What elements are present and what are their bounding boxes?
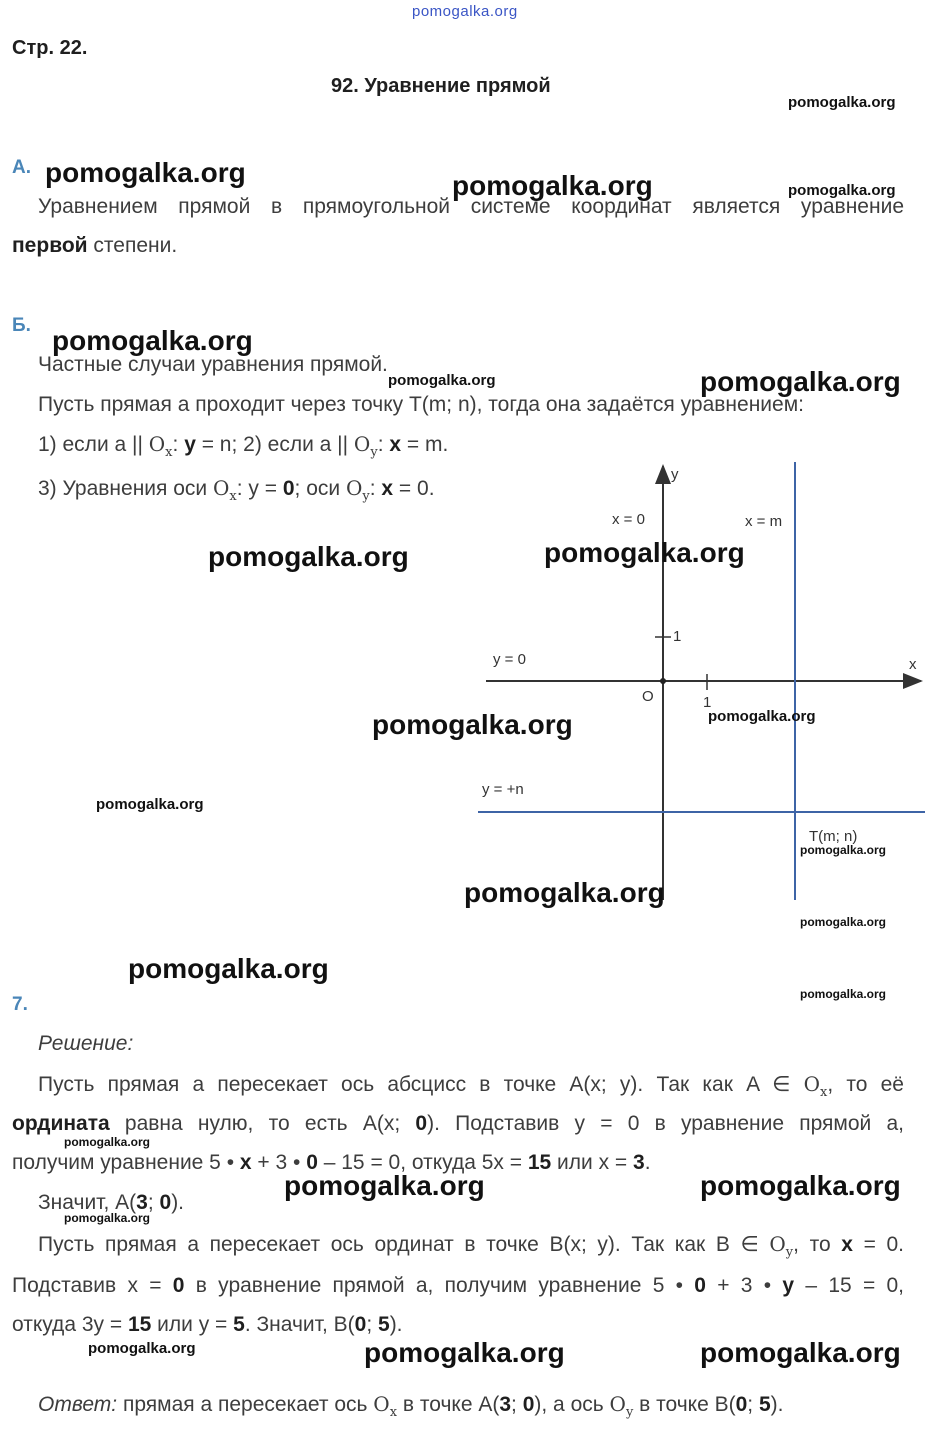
- t: : y =: [236, 477, 283, 500]
- t: , то: [793, 1233, 842, 1256]
- watermark: pomogalka.org: [708, 708, 816, 725]
- t: 15: [127, 1313, 152, 1336]
- text-degree: степени.: [87, 234, 178, 257]
- t: ордината: [12, 1112, 110, 1135]
- x-axis-label: x: [909, 656, 917, 673]
- solution-heading: Решение:: [38, 1032, 134, 1055]
- t: в уравнение прямой a, получим уравнение 5 •: [184, 1274, 695, 1297]
- tick-y-label: 1: [673, 628, 682, 645]
- t: откуда 3y =: [12, 1313, 128, 1336]
- t: O: [212, 476, 230, 500]
- t: O: [609, 1392, 626, 1416]
- watermark: pomogalka.org: [388, 372, 496, 389]
- watermark: pomogalka.org: [700, 1337, 901, 1368]
- t: . Значит, B(: [244, 1313, 355, 1336]
- watermark: pomogalka.org: [284, 1170, 485, 1201]
- t: 5: [233, 1313, 245, 1336]
- tick-x-label: 1: [703, 694, 712, 711]
- t: x: [389, 1405, 398, 1420]
- solution-line2: [12, 1112, 904, 1136]
- t: ; оси: [294, 477, 346, 500]
- page-title: 92. Уравнение прямой: [331, 75, 551, 97]
- t: x: [389, 433, 402, 456]
- bold-first: первой: [12, 234, 88, 257]
- label-x-eq-0: x = 0: [612, 511, 645, 528]
- origin-point: [660, 678, 666, 684]
- label-y-eq-n: y = +n: [482, 781, 524, 798]
- t: x: [229, 489, 237, 504]
- t: O: [769, 1232, 786, 1256]
- t: ;: [747, 1393, 759, 1416]
- answer-line: [38, 1392, 783, 1420]
- page-ref: Стр. 22.: [12, 37, 88, 59]
- t: ).: [389, 1313, 403, 1336]
- t: Пусть прямая a пересекает ось ординат в точке B(x; y). Так как B ∈: [38, 1233, 770, 1256]
- t: 0: [159, 1191, 172, 1214]
- section-b-label: Б.: [12, 315, 31, 336]
- t: = 0.: [852, 1233, 904, 1256]
- t: 0: [282, 477, 295, 500]
- axis-oy: [769, 1232, 794, 1260]
- t: или y =: [151, 1313, 234, 1336]
- t: x: [381, 477, 394, 500]
- answer-heading: Ответ:: [38, 1393, 118, 1416]
- t: Значит, A(: [38, 1191, 137, 1214]
- t: x: [820, 1085, 828, 1100]
- t: :: [369, 477, 382, 500]
- watermark: pomogalka.org: [800, 843, 887, 857]
- t: 1) если a ||: [38, 433, 149, 456]
- t: .: [644, 1151, 651, 1174]
- solution-line6: [12, 1274, 904, 1298]
- t: 5: [758, 1393, 771, 1416]
- section-a-text: Уравнением прямой в прямоугольной системе координат является уравнение: [38, 195, 904, 218]
- watermark: pomogalka.org: [96, 796, 204, 813]
- t: O: [345, 476, 363, 500]
- t: ). Подставив y = 0 в уравнение прямой a,: [427, 1112, 904, 1135]
- watermark: pomogalka.org: [800, 915, 887, 929]
- t: O: [353, 432, 371, 456]
- t: Подставив x =: [12, 1274, 173, 1297]
- t: 0: [522, 1393, 535, 1416]
- t: получим уравнение 5 •: [12, 1151, 240, 1174]
- t: ;: [511, 1393, 523, 1416]
- t: y: [362, 489, 370, 504]
- watermark: pomogalka.org: [788, 94, 896, 111]
- watermark: pomogalka.org: [64, 1211, 151, 1225]
- watermark: pomogalka.org: [64, 1135, 151, 1149]
- watermark: pomogalka.org: [45, 157, 246, 188]
- t: y: [184, 433, 196, 456]
- t: ;: [366, 1313, 378, 1336]
- t: 0: [354, 1313, 367, 1336]
- t: O: [803, 1072, 821, 1096]
- t: y: [785, 1245, 794, 1260]
- t: 0: [735, 1393, 748, 1416]
- t: = 0.: [393, 477, 435, 500]
- t: y: [625, 1405, 634, 1420]
- watermark: pomogalka.org: [700, 366, 901, 397]
- watermark: pomogalka.org: [452, 170, 653, 201]
- t: ).: [171, 1191, 185, 1214]
- t: равна нулю, то есть A(x;: [109, 1112, 416, 1135]
- t: или x =: [551, 1151, 634, 1174]
- t: 0: [694, 1274, 706, 1297]
- t: ).: [770, 1393, 784, 1416]
- t: 3: [633, 1151, 645, 1174]
- t: = n; 2) если a ||: [195, 433, 354, 456]
- t: y: [782, 1274, 795, 1297]
- t: – 15 = 0, откуда 5x =: [317, 1151, 528, 1174]
- label-x-eq-m: x = m: [745, 513, 783, 530]
- watermark: pomogalka.org: [788, 182, 896, 199]
- t: прямая a пересекает ось: [117, 1393, 374, 1416]
- watermark: pomogalka.org: [700, 1170, 901, 1201]
- t: x: [165, 445, 173, 460]
- origin-label: O: [642, 688, 654, 705]
- t: 3) Уравнения оси: [38, 477, 213, 500]
- section-b-line2: Пусть прямая a проходит через точку T(m; n), тогда она задаётся уравнением:: [38, 393, 804, 416]
- t: ;: [147, 1191, 160, 1214]
- t: ), а ось: [534, 1393, 610, 1416]
- t: + 3 •: [705, 1274, 783, 1297]
- section-b-line1: Частные случаи уравнения прямой.: [38, 353, 388, 376]
- watermark: pomogalka.org: [52, 325, 253, 356]
- t: x: [841, 1233, 853, 1256]
- point-label: T(m; n): [809, 828, 858, 845]
- watermark: pomogalka.org: [364, 1337, 565, 1368]
- watermark: pomogalka.org: [128, 953, 329, 984]
- t: 0: [172, 1274, 185, 1297]
- t: y: [370, 445, 378, 460]
- t: в точке B(: [633, 1393, 736, 1416]
- y-axis-label: y: [671, 466, 679, 483]
- t: Пусть прямая a пересекает ось абсцисс в точке A(x; y). Так как A ∈: [38, 1073, 804, 1096]
- label-y-eq-0: y = 0: [493, 651, 526, 668]
- watermark: pomogalka.org: [88, 1340, 196, 1357]
- t: :: [377, 433, 390, 456]
- site-name-top: pomogalka.org: [412, 3, 518, 20]
- t: = m.: [401, 433, 449, 456]
- solution-line7: [12, 1313, 403, 1337]
- t: – 15 = 0,: [794, 1274, 905, 1297]
- t: 0: [306, 1151, 318, 1174]
- t: 15: [527, 1151, 552, 1174]
- t: 3: [136, 1191, 148, 1214]
- t: 0: [415, 1112, 428, 1135]
- watermark: pomogalka.org: [372, 709, 573, 740]
- solution-line5: [38, 1232, 904, 1260]
- watermark: pomogalka.org: [544, 537, 745, 568]
- axis-ox: [373, 1392, 398, 1420]
- axis-ox: [803, 1072, 828, 1100]
- t: :: [172, 433, 185, 456]
- watermark: pomogalka.org: [800, 987, 887, 1001]
- t: 5: [378, 1313, 390, 1336]
- axis-oy: [609, 1392, 634, 1420]
- solution-line1: [38, 1072, 904, 1100]
- watermark: pomogalka.org: [208, 541, 409, 572]
- t: O: [373, 1392, 390, 1416]
- t: x: [239, 1151, 252, 1174]
- t: 3: [499, 1393, 512, 1416]
- watermark: pomogalka.org: [464, 877, 665, 908]
- t: в точке A(: [397, 1393, 500, 1416]
- t: O: [148, 432, 166, 456]
- t: + 3 •: [251, 1151, 307, 1174]
- section-a-label: А.: [12, 157, 31, 178]
- t: , то её: [827, 1073, 904, 1096]
- task-7-label: 7.: [12, 994, 28, 1015]
